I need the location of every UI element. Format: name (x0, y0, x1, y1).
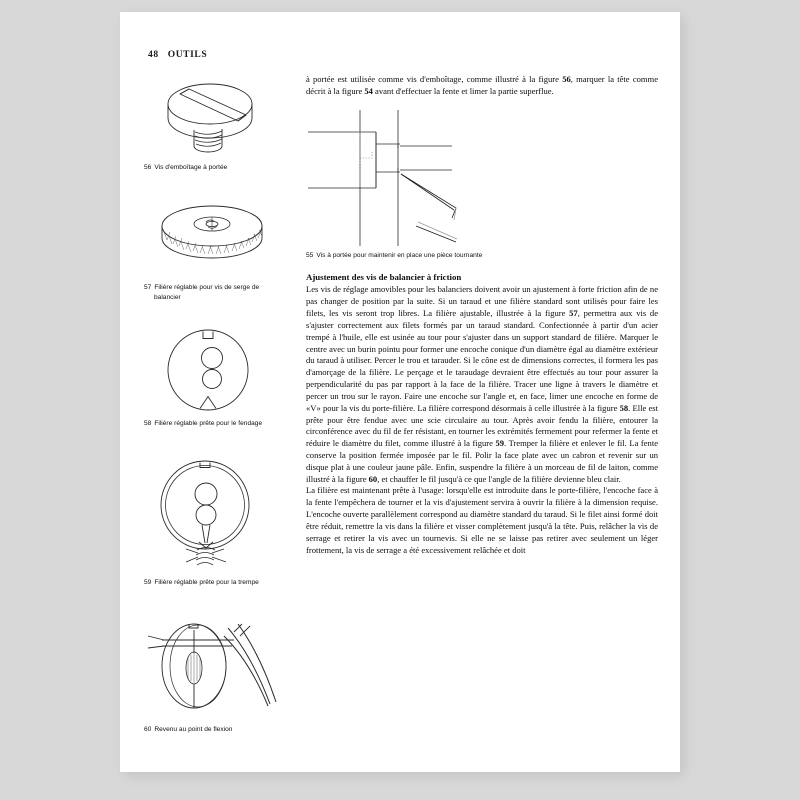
figure-57-number: 57 (144, 284, 152, 292)
figure-58-illustration (142, 324, 302, 416)
figure-59-caption-text: Filière réglable prête pour la trempe (154, 579, 259, 587)
figure-56-illustration (142, 74, 302, 160)
figure-55-illustration (306, 108, 658, 248)
figure-57-block (142, 198, 302, 302)
figure-60-caption-text: Revenu au point de flexion (154, 725, 233, 733)
figure-column (142, 74, 302, 738)
figure-59-number: 59 (144, 579, 152, 587)
intro-paragraph (306, 74, 658, 98)
running-head-title: OUTILS (167, 50, 208, 60)
intro-figref-56: 56 (562, 74, 571, 84)
p1-text-4: . Tremper la filière et enlever le fil. La fente conserve la position fermée imposée par le fil. Polir la face plate avec un cabron et revenir sur un disque plat à une couleur jaune pâle. Enfin, suspendre la filière à un morceau de fil de laiton, comme illustré à la figure (306, 438, 658, 484)
figure-57-illustration (142, 198, 302, 280)
p1-figref-59: 59 (495, 438, 505, 449)
p1-text-2: , permettra aux vis de s'ajuster correctement aux filets formés par un taraud standard. Confectionnée à partir d'un acier trempé à l'huile, elle est usinée au tour pour s'ajuster dans un support standard de filière. Marquer le centre avec un burin pointu pour former une encoche conique d'un diamètre égal au diamètre extérieur du taraud à utiliser. Percer le trou et tarauder. Si le cône est de dimensions correctes, il formera les pas d'amorçage de la filière. Le perçage et le taraudage devraient être effectués au tour pour assurer la perpendicularité du pas par rapport à la face de la filière. Tracer une ligne à travers le diamètre et percer un trou sur le rayon. Faire une encoche sur l'angle et, en face, limer une encoche en forme de «V» pour la vis du porte-filière. La filière correspond désormais à celle illustrée à la figure (306, 308, 658, 413)
p1-text-1: Les vis de réglage amovibles pour les balanciers doivent avoir un ajustement à forte friction afin de ne pas changer de position par la suite. Si un taraud et une filière standard sont utilisés pour faire les filets, les vis seront trop libres. La filière ajustable, illustrée à la figure (306, 284, 658, 319)
book-page-sheet (120, 12, 680, 772)
figure-60-block (142, 610, 302, 734)
running-head (148, 50, 207, 60)
intro-text-2: , marquer la tête comme décrit à la figure (306, 74, 658, 96)
p1-figref-58: 58 (619, 402, 629, 413)
p1-text-3: . Elle est prête pour être fendue avec une scie circulaire au tour. Après avoir fendu la filière, entourer la circonférence avec du fil de fer résistant, en tourner les extrémités fermement pour refermer la fente et réduire le diamètre du filet, comme illustré à la figure (306, 402, 658, 449)
figure-59-caption (142, 578, 302, 587)
figure-55-caption-text: Vis à portée pour maintenir en place une pièce tournante (316, 251, 483, 259)
figure-58-caption-text: Filière réglable prête pour le fendage (154, 420, 263, 428)
body-text-column (306, 74, 658, 556)
figure-58-number: 58 (144, 420, 152, 428)
figure-57-caption (142, 283, 302, 302)
body-paragraph-2: La filière est maintenant prête à l'usage: lorsqu'elle est introduite dans le porte-filière, l'encoche face à la fente l'empêchera de tourner et la vis d'ajustement servira à ouvrir la filière à la dimension requise. L'encoche ouverte parallèlement correspond au diamètre standard du taraud. Si le filet ainsi formé doit être réduit, remettre la vis dans la filière et visser complètement jusqu'à la tête. Puis, relâcher la vis de serrage et retirer la vis avec un tournevis. Si elle ne se laisse pas retirer avec seulement un léger frottement, la vis de serrage a été excessivement relâchée et doit (306, 485, 658, 555)
figure-58-block (142, 324, 302, 428)
figure-55-number: 55 (306, 251, 314, 259)
figure-57-caption-line1: Filière réglable pour vis de serge de (154, 284, 260, 292)
figure-60-number: 60 (144, 725, 152, 733)
body-paragraph-1 (306, 284, 658, 485)
figure-60-caption (142, 725, 302, 734)
figure-59-illustration (142, 450, 302, 575)
p1-figref-60: 60 (368, 473, 378, 484)
figure-57-caption-line2: balancier (154, 293, 181, 301)
figure-55-caption (306, 252, 658, 259)
figure-56-block (142, 74, 302, 172)
intro-text-1: à portée est utilisée comme vis d'emboîtage, comme illustré à la figure (306, 74, 563, 84)
p1-text-5: , et chauffer le fil jusqu'à ce que l'angle de la filière devienne bleu clair. (377, 473, 621, 484)
figure-58-caption (142, 419, 302, 428)
intro-figref-54: 54 (364, 85, 373, 96)
page-folio-number: 48 (148, 50, 159, 60)
figure-59-block (142, 450, 302, 587)
figure-56-caption (142, 163, 302, 172)
section-heading: Ajustement des vis de balancier à friction (306, 271, 462, 282)
figure-60-illustration (142, 610, 302, 722)
intro-text-3: avant d'effectuer la fente et limer la partie superflue. (372, 85, 554, 96)
figure-56-number: 56 (144, 164, 152, 171)
p1-figref-57: 57 (569, 308, 578, 319)
figure-56-caption-text: Vis d'emboîtage à portée (154, 164, 228, 171)
